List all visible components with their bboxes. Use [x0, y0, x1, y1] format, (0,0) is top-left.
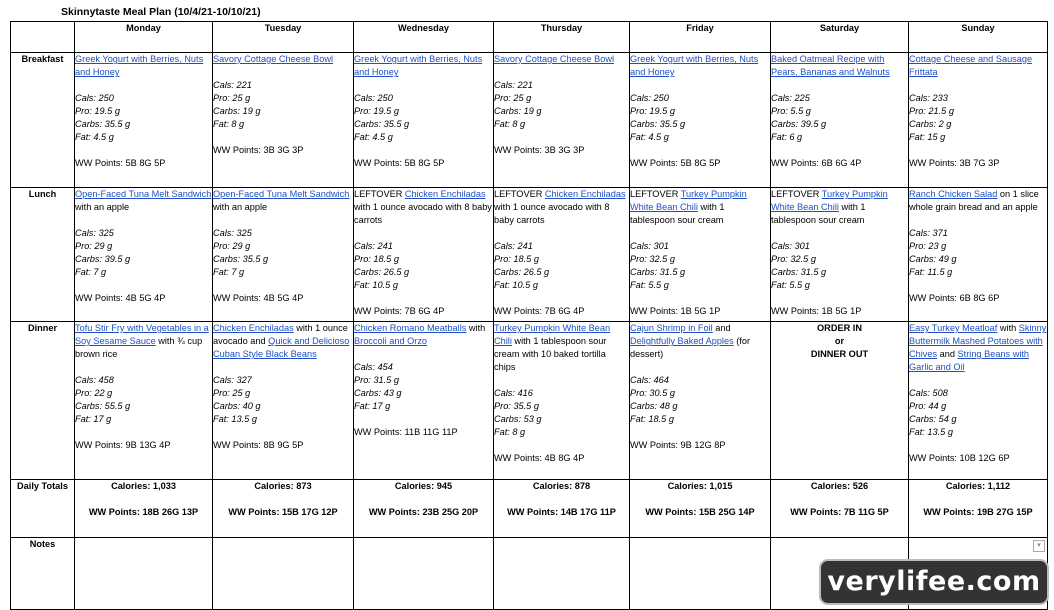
spacer [909, 439, 1047, 452]
fat-value: Fat: 13.5 g [213, 414, 257, 424]
spacer [494, 439, 629, 452]
notes-cell-monday[interactable] [75, 538, 213, 610]
spacer [771, 227, 908, 240]
carbs-value: Carbs: 49 g [909, 254, 957, 264]
meal-description [771, 188, 908, 227]
meal-note-text: and [712, 323, 731, 333]
ww-points-value: WW Points: 4B 8G 4P [494, 453, 585, 463]
daily-total-friday [630, 480, 771, 538]
meal-note-text: with 1 ounce avocado and [213, 323, 348, 346]
spacer [630, 292, 770, 305]
daily-total-sunday [909, 480, 1048, 538]
total-calories: Calories: 878 [532, 481, 591, 491]
calories-value: Cals: 250 [354, 93, 393, 103]
total-ww-points: WW Points: 7B 11G 5P [790, 507, 889, 517]
total-ww-points: WW Points: 14B 17G 11P [507, 507, 616, 517]
spacer [75, 279, 212, 292]
total-calories: Calories: 526 [810, 481, 869, 491]
recipe-link[interactable]: Open-Faced Tuna Melt Sandwich [213, 189, 350, 199]
calories-value: Cals: 464 [630, 375, 669, 385]
meal-description [75, 322, 212, 361]
meal-description [494, 188, 629, 227]
recipe-link[interactable]: Skinny Buttermilk Mashed Potatoes with Chives [909, 323, 1047, 359]
spacer [771, 144, 908, 157]
recipe-link[interactable]: Broccoli and Orzo [354, 336, 428, 346]
carbs-value: Carbs: 39.5 g [75, 254, 131, 264]
meal-note-text: with 1 ounce avocado with 8 baby carrots [494, 202, 610, 225]
recipe-link[interactable]: Chicken Romano Meatballs [354, 323, 467, 333]
ww-points-value: WW Points: 8B 9G 5P [213, 440, 304, 450]
breakfast-cell-wednesday [354, 53, 494, 188]
protein-value: Pro: 19.5 g [630, 106, 675, 116]
protein-value: Pro: 29 g [75, 241, 113, 251]
lunch-cell-sunday [909, 188, 1048, 322]
protein-value: Pro: 31.5 g [354, 375, 399, 385]
protein-value: Pro: 35.5 g [494, 401, 539, 411]
recipe-link[interactable]: Greek Yogurt with Berries, Nuts and Honey [75, 54, 204, 77]
spacer [909, 144, 1047, 157]
recipe-link[interactable]: Easy Turkey Meatloaf [909, 323, 998, 333]
calories-value: Cals: 233 [909, 93, 948, 103]
page-title: Skinnytaste Meal Plan (10/4/21-10/10/21) [61, 6, 261, 18]
carbs-value: Carbs: 35.5 g [354, 119, 410, 129]
dinner-cell-thursday [494, 322, 630, 480]
recipe-link[interactable]: Cajun Shrimp in Foil [630, 323, 713, 333]
daily-totals-row [11, 480, 1048, 538]
breakfast-cell-monday [75, 53, 213, 188]
spacer [494, 66, 629, 79]
ww-points-value: WW Points: 10B 12G 6P [909, 453, 1010, 463]
carbs-value: Carbs: 48 g [630, 401, 678, 411]
spacer [354, 144, 493, 157]
breakfast-cell-sunday [909, 53, 1048, 188]
notes-cell-thursday[interactable] [494, 538, 630, 610]
carbs-value: Carbs: 19 g [494, 106, 542, 116]
meal-description [630, 53, 770, 79]
calories-value: Cals: 325 [213, 228, 252, 238]
recipe-link[interactable]: Turkey Pumpkin White Bean Chili [630, 189, 747, 212]
spacer [909, 79, 1047, 92]
recipe-link[interactable]: Turkey Pumpkin White Bean Chili [494, 323, 611, 346]
order-in-text: ORDER IN [817, 323, 862, 333]
carbs-value: Carbs: 35.5 g [75, 119, 131, 129]
calories-value: Cals: 508 [909, 388, 948, 398]
spacer [771, 292, 908, 305]
recipe-link[interactable]: Delightfully Baked Apples [630, 336, 734, 346]
recipe-link[interactable]: Chicken Enchiladas [404, 189, 486, 199]
meal-note-text: with ¾ cup brown rice [75, 336, 203, 359]
fat-value: Fat: 4.5 g [75, 132, 114, 142]
meal-note-text: with an apple [213, 202, 268, 212]
calories-value: Cals: 458 [75, 375, 114, 385]
notes-cell-wednesday[interactable] [354, 538, 494, 610]
carbs-value: Carbs: 35.5 g [630, 119, 686, 129]
recipe-link[interactable]: Greek Yogurt with Berries, Nuts and Honey [354, 54, 483, 77]
spacer [909, 214, 1047, 227]
row-label-daily-totals: Daily Totals [11, 480, 75, 538]
watermark-logo: verylifee.com [819, 559, 1049, 605]
corner-cell [11, 22, 75, 53]
fat-value: Fat: 7 g [75, 267, 107, 277]
total-ww-points: WW Points: 18B 26G 13P [88, 507, 199, 517]
carbs-value: Carbs: 55.5 g [75, 401, 131, 411]
protein-value: Pro: 25 g [213, 93, 251, 103]
order-in-text: DINNER OUT [810, 349, 869, 359]
carbs-value: Carbs: 26.5 g [494, 267, 550, 277]
lunch-cell-thursday [494, 188, 630, 322]
recipe-link[interactable]: Cottage Cheese and Sausage Frittata [909, 54, 1033, 77]
meal-description [630, 322, 770, 361]
recipe-link[interactable]: Baked Oatmeal Recipe with Pears, Bananas and Walnuts [771, 54, 890, 77]
dinner-cell-sunday [909, 322, 1048, 480]
spacer [494, 374, 629, 387]
spacer [75, 79, 212, 92]
meal-note-text: LEFTOVER [630, 189, 681, 199]
fat-value: Fat: 10.5 g [354, 280, 398, 290]
total-ww-points: WW Points: 19B 27G 15P [923, 507, 1033, 517]
protein-value: Pro: 21.5 g [909, 106, 954, 116]
spacer [354, 413, 493, 426]
spacer [630, 426, 770, 439]
calories-value: Cals: 250 [75, 93, 114, 103]
spacer [630, 79, 770, 92]
breakfast-row [11, 53, 1048, 188]
spacer [75, 144, 212, 157]
ww-points-value: WW Points: 3B 3G 3P [213, 145, 304, 155]
ww-points-value: WW Points: 9B 13G 4P [75, 440, 171, 450]
carbs-value: Carbs: 19 g [213, 106, 261, 116]
spacer [909, 374, 1047, 387]
calories-value: Cals: 301 [771, 241, 810, 251]
dinner-cell-tuesday [213, 322, 354, 480]
carbs-value: Carbs: 54 g [909, 414, 957, 424]
lunch-cell-monday [75, 188, 213, 322]
carbs-value: Carbs: 31.5 g [771, 267, 827, 277]
dinner-cell-wednesday [354, 322, 494, 480]
total-calories: Calories: 945 [394, 481, 453, 491]
carbs-value: Carbs: 2 g [909, 119, 952, 129]
daily-total-thursday [494, 480, 630, 538]
day-header-wednesday: Wednesday [354, 22, 494, 53]
ww-points-value: WW Points: 7B 6G 4P [354, 306, 445, 316]
lunch-cell-tuesday [213, 188, 354, 322]
fat-value: Fat: 8 g [494, 119, 526, 129]
ww-points-value: WW Points: 6B 8G 6P [909, 293, 1000, 303]
total-calories: Calories: 1,033 [111, 481, 176, 491]
ww-points-value: WW Points: 9B 12G 8P [630, 440, 726, 450]
day-header-tuesday: Tuesday [213, 22, 354, 53]
fat-value: Fat: 5.5 g [771, 280, 810, 290]
recipe-link[interactable]: Greek Yogurt with Berries, Nuts and Honey [630, 54, 759, 77]
spacer [213, 426, 353, 439]
meal-note-text: with 1 ounce avocado with 8 baby carrots [354, 202, 492, 225]
protein-value: Pro: 44 g [909, 401, 947, 411]
calories-value: Cals: 225 [771, 93, 810, 103]
dinner-cell-monday [75, 322, 213, 480]
ww-points-value: WW Points: 3B 7G 3P [909, 158, 1000, 168]
meal-description [75, 188, 212, 214]
spacer [213, 361, 353, 374]
breakfast-cell-friday [630, 53, 771, 188]
spacer [75, 214, 212, 227]
carbs-value: Carbs: 26.5 g [354, 267, 410, 277]
row-label-breakfast: Breakfast [11, 53, 75, 188]
carbs-value: Carbs: 53 g [494, 414, 542, 424]
spacer [354, 79, 493, 92]
protein-value: Pro: 25 g [494, 93, 532, 103]
protein-value: Pro: 22 g [75, 388, 113, 398]
meal-description [354, 322, 493, 348]
total-ww-points: WW Points: 23B 25G 20P [368, 507, 479, 517]
carbs-value: Carbs: 31.5 g [630, 267, 686, 277]
spacer [75, 426, 212, 439]
meal-description [354, 188, 493, 227]
calories-value: Cals: 241 [494, 241, 533, 251]
ww-points-value: WW Points: 3B 3G 3P [494, 145, 585, 155]
fat-value: Fat: 8 g [213, 119, 245, 129]
daily-total-tuesday [213, 480, 354, 538]
breakfast-cell-saturday [771, 53, 909, 188]
spacer [354, 227, 493, 240]
total-ww-points: WW Points: 15B 17G 12P [228, 507, 338, 517]
meal-note-text: with 1 tablespoon sour cream with 10 baked tortilla chips [494, 336, 607, 372]
recipe-link[interactable]: String Beans with Garlic and Oil [909, 349, 1030, 372]
spacer [213, 279, 353, 292]
fat-value: Fat: 5.5 g [630, 280, 669, 290]
fat-value: Fat: 10.5 g [494, 280, 538, 290]
carbs-value: Carbs: 39.5 g [771, 119, 827, 129]
spacer [909, 279, 1047, 292]
spacer [75, 361, 212, 374]
ww-points-value: WW Points: 11B 11G 11P [354, 427, 458, 437]
breakfast-cell-tuesday [213, 53, 354, 188]
meal-description [909, 53, 1047, 79]
spacer [494, 292, 629, 305]
meal-note-text: with an apple [75, 202, 130, 212]
fat-value: Fat: 17 g [354, 401, 391, 411]
ww-points-value: WW Points: 5B 8G 5P [354, 158, 445, 168]
lunch-cell-saturday [771, 188, 909, 322]
calories-value: Cals: 327 [213, 375, 252, 385]
lunch-cell-wednesday [354, 188, 494, 322]
protein-value: Pro: 25 g [213, 388, 251, 398]
daily-total-monday [75, 480, 213, 538]
protein-value: Pro: 5.5 g [771, 106, 811, 116]
protein-value: Pro: 23 g [909, 241, 947, 251]
ww-points-value: WW Points: 7B 6G 4P [494, 306, 585, 316]
carbs-value: Carbs: 35.5 g [213, 254, 269, 264]
protein-value: Pro: 18.5 g [494, 254, 539, 264]
protein-value: Pro: 32.5 g [630, 254, 675, 264]
meal-description [494, 53, 629, 66]
carbs-value: Carbs: 40 g [213, 401, 261, 411]
meal-note-text: LEFTOVER [494, 189, 545, 199]
meal-description [213, 322, 353, 361]
spacer [213, 131, 353, 144]
fat-value: Fat: 18.5 g [630, 414, 674, 424]
recipe-link[interactable]: Chicken Enchiladas [213, 323, 294, 333]
calories-value: Cals: 250 [630, 93, 669, 103]
spacer [354, 348, 493, 361]
ww-points-value: WW Points: 5B 8G 5P [630, 158, 721, 168]
spacer [354, 292, 493, 305]
meal-description [909, 322, 1047, 374]
lunch-row [11, 188, 1048, 322]
fat-value: Fat: 7 g [213, 267, 245, 277]
protein-value: Pro: 18.5 g [354, 254, 399, 264]
fat-value: Fat: 17 g [75, 414, 112, 424]
ww-points-value: WW Points: 1B 5G 1P [771, 306, 862, 316]
fat-value: Fat: 6 g [771, 132, 803, 142]
recipe-link[interactable]: Savory Cottage Cheese Bowl [494, 54, 615, 64]
fat-value: Fat: 4.5 g [354, 132, 393, 142]
calories-value: Cals: 221 [494, 80, 533, 90]
calories-value: Cals: 301 [630, 241, 669, 251]
meal-description [909, 188, 1047, 214]
daily-total-wednesday [354, 480, 494, 538]
ww-points-value: WW Points: 5B 8G 5P [75, 158, 166, 168]
carbs-value: Carbs: 43 g [354, 388, 402, 398]
total-calories: Calories: 1,015 [667, 481, 733, 491]
recipe-link[interactable]: Open-Faced Tuna Melt Sandwich [75, 189, 212, 199]
meal-note-text: (for dessert) [630, 336, 751, 359]
meal-description [213, 53, 353, 66]
meal-note-text: with [997, 323, 1019, 333]
recipe-link[interactable]: Tofu Stir Fry with Vegetables in a Soy Sesame Sauce [75, 323, 209, 346]
daily-total-saturday [771, 480, 909, 538]
protein-value: Pro: 32.5 g [771, 254, 816, 264]
meal-plan-table [10, 21, 1048, 610]
meal-description [75, 53, 212, 79]
breakfast-cell-thursday [494, 53, 630, 188]
meal-note-text: with 1 tablespoon sour cream [630, 202, 725, 225]
meal-description [630, 188, 770, 227]
total-ww-points: WW Points: 15B 25G 14P [645, 507, 755, 517]
recipe-link[interactable]: Chicken Enchiladas [544, 189, 626, 199]
dinner-cell-saturday [771, 322, 909, 480]
notes-cell-friday[interactable] [630, 538, 771, 610]
fat-value: Fat: 8 g [494, 427, 526, 437]
fat-value: Fat: 15 g [909, 132, 946, 142]
meal-description [771, 53, 908, 79]
calories-value: Cals: 325 [75, 228, 114, 238]
meal-note-text: LEFTOVER [354, 189, 405, 199]
spacer [494, 227, 629, 240]
ww-points-value: WW Points: 6B 6G 4P [771, 158, 862, 168]
recipe-link[interactable]: Ranch Chicken Salad [909, 189, 998, 199]
dropdown-arrow-icon[interactable]: ▾ [1033, 540, 1045, 552]
day-header-saturday: Saturday [771, 22, 909, 53]
calories-value: Cals: 416 [494, 388, 533, 398]
meal-note-text: with [466, 323, 486, 333]
notes-cell-tuesday[interactable] [213, 538, 354, 610]
fat-value: Fat: 11.5 g [909, 267, 953, 277]
calories-value: Cals: 241 [354, 241, 393, 251]
meal-description [213, 188, 353, 214]
calories-value: Cals: 454 [354, 362, 393, 372]
meal-note-text: and [937, 349, 958, 359]
recipe-link[interactable]: Savory Cottage Cheese Bowl [213, 54, 334, 64]
dinner-row [11, 322, 1048, 480]
spacer [630, 227, 770, 240]
protein-value: Pro: 19.5 g [75, 106, 120, 116]
meal-note-text: LEFTOVER [771, 189, 822, 199]
meal-description [354, 53, 493, 79]
protein-value: Pro: 29 g [213, 241, 251, 251]
spacer [630, 144, 770, 157]
spacer [213, 214, 353, 227]
ww-points-value: WW Points: 1B 5G 1P [630, 306, 721, 316]
recipe-link[interactable]: Quick and Delicioso Cuban Style Black Beans [213, 336, 350, 359]
day-header-thursday: Thursday [494, 22, 630, 53]
spacer [630, 361, 770, 374]
order-in-text: or [834, 336, 845, 346]
spacer [771, 79, 908, 92]
day-header-monday: Monday [75, 22, 213, 53]
calories-value: Cals: 221 [213, 80, 252, 90]
fat-value: Fat: 13.5 g [909, 427, 953, 437]
spacer [213, 66, 353, 79]
row-label-lunch: Lunch [11, 188, 75, 322]
row-label-notes: Notes [11, 538, 75, 610]
header-row [11, 22, 1048, 53]
recipe-link[interactable]: Turkey Pumpkin White Bean Chili [771, 189, 888, 212]
lunch-cell-friday [630, 188, 771, 322]
dinner-cell-friday [630, 322, 771, 480]
total-calories: Calories: 1,112 [945, 481, 1011, 491]
day-header-friday: Friday [630, 22, 771, 53]
spacer [494, 131, 629, 144]
total-calories: Calories: 873 [254, 481, 312, 491]
calories-value: Cals: 371 [909, 228, 948, 238]
ww-points-value: WW Points: 4B 5G 4P [75, 293, 166, 303]
meal-note-text: with 1 tablespoon sour cream [771, 202, 866, 225]
ww-points-value: WW Points: 4B 5G 4P [213, 293, 304, 303]
protein-value: Pro: 30.5 g [630, 388, 675, 398]
fat-value: Fat: 4.5 g [630, 132, 669, 142]
day-header-sunday: Sunday [909, 22, 1048, 53]
meal-note-text: on 1 slice whole grain bread and an apple [909, 189, 1039, 212]
meal-description [494, 322, 629, 374]
row-label-dinner: Dinner [11, 322, 75, 480]
protein-value: Pro: 19.5 g [354, 106, 399, 116]
